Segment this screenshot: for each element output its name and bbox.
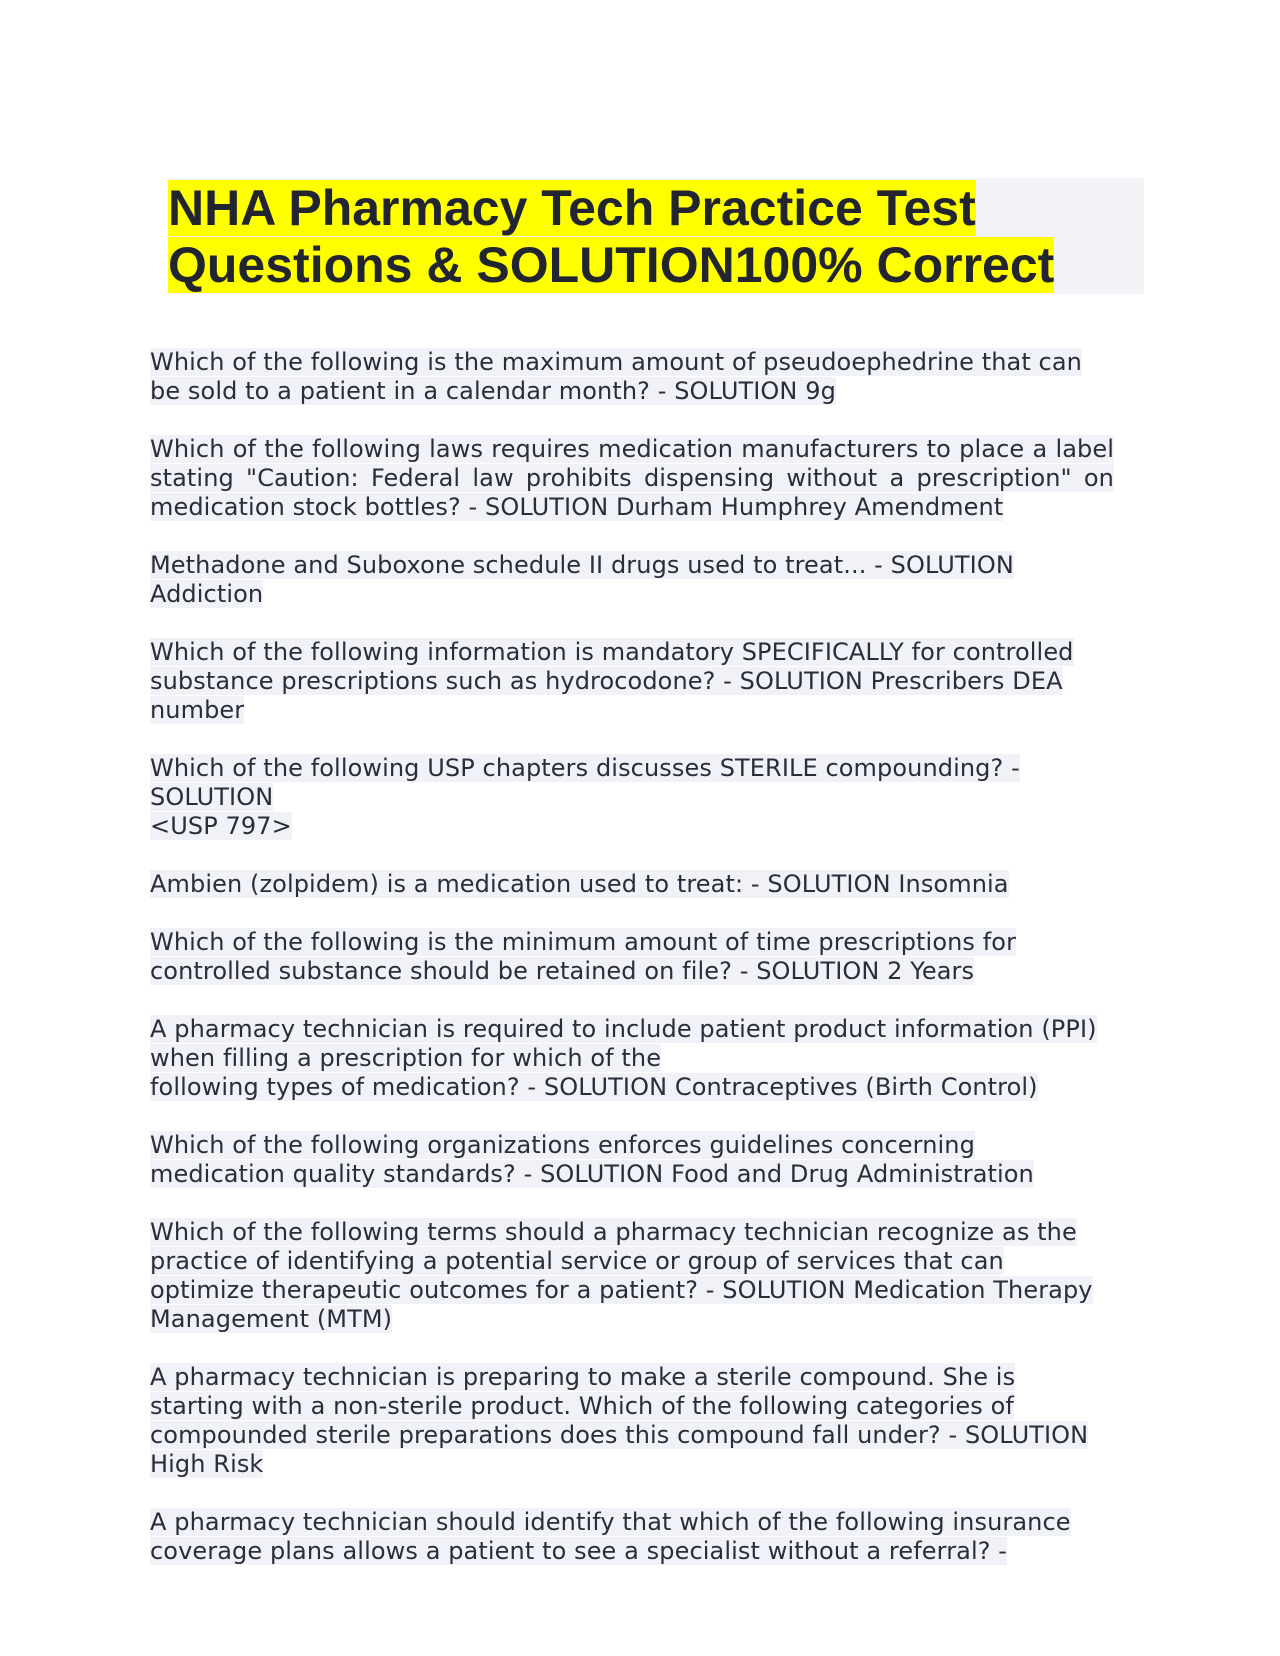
question-list <box>150 348 1114 1595</box>
question-item: Ambien (zolpidem) is a medication used to treat: - SOLUTION Insomnia <box>150 870 1009 898</box>
question-item: Which of the following is the minimum amount of time prescriptions for controlled substance should be retained on file? - SOLUTION 2 Years <box>150 928 1017 985</box>
question-item: Which of the following information is mandatory SPECIFICALLY for controlled substance prescriptions such as hydrocodone? - SOLUTION Prescribers DEA number <box>150 638 1074 724</box>
question-item: Which of the following organizations enforces guidelines concerning medication quality standards? - SOLUTION Food and Drug Administration <box>150 1131 1034 1188</box>
question-item: A pharmacy technician is required to include patient product information (PPI) when filling a prescription for which of the following types of medication? - SOLUTION Contraceptives (Birth Control) <box>150 1015 1097 1101</box>
question-item: A pharmacy technician is preparing to make a sterile compound. She is starting with a non-sterile product. Which of the following categories of compounded sterile preparations does this compound fall under? - SOLUTION High Risk <box>150 1363 1089 1478</box>
question-item: Which of the following laws requires medication manufacturers to place a label stating "Caution: Federal law prohibits dispensing without a prescription" on medication stock bottles? - SOLUTION Durham Humphrey Amendment <box>150 435 1114 521</box>
question-item: Which of the following is the maximum amount of pseudoephedrine that can be sold to a patient in a calendar month? - SOLUTION 9g <box>150 348 1082 405</box>
question-item: Which of the following terms should a pharmacy technician recognize as the practice of identifying a potential service or group of services that can optimize therapeutic outcomes for a patient? - SOLUTION Medication Therapy Management (MTM) <box>150 1218 1093 1333</box>
question-item: A pharmacy technician should identify that which of the following insurance coverage plans allows a patient to see a specialist without a referral? - <box>150 1508 1071 1565</box>
document-title: NHA Pharmacy Tech Practice Test Questions & SOLUTION100% Correct <box>168 180 1055 293</box>
question-item: Methadone and Suboxone schedule II drugs used to treat... - SOLUTION Addiction <box>150 551 1014 608</box>
question-item: Which of the following USP chapters discusses STERILE compounding? - SOLUTION <USP 797> <box>150 754 1020 840</box>
